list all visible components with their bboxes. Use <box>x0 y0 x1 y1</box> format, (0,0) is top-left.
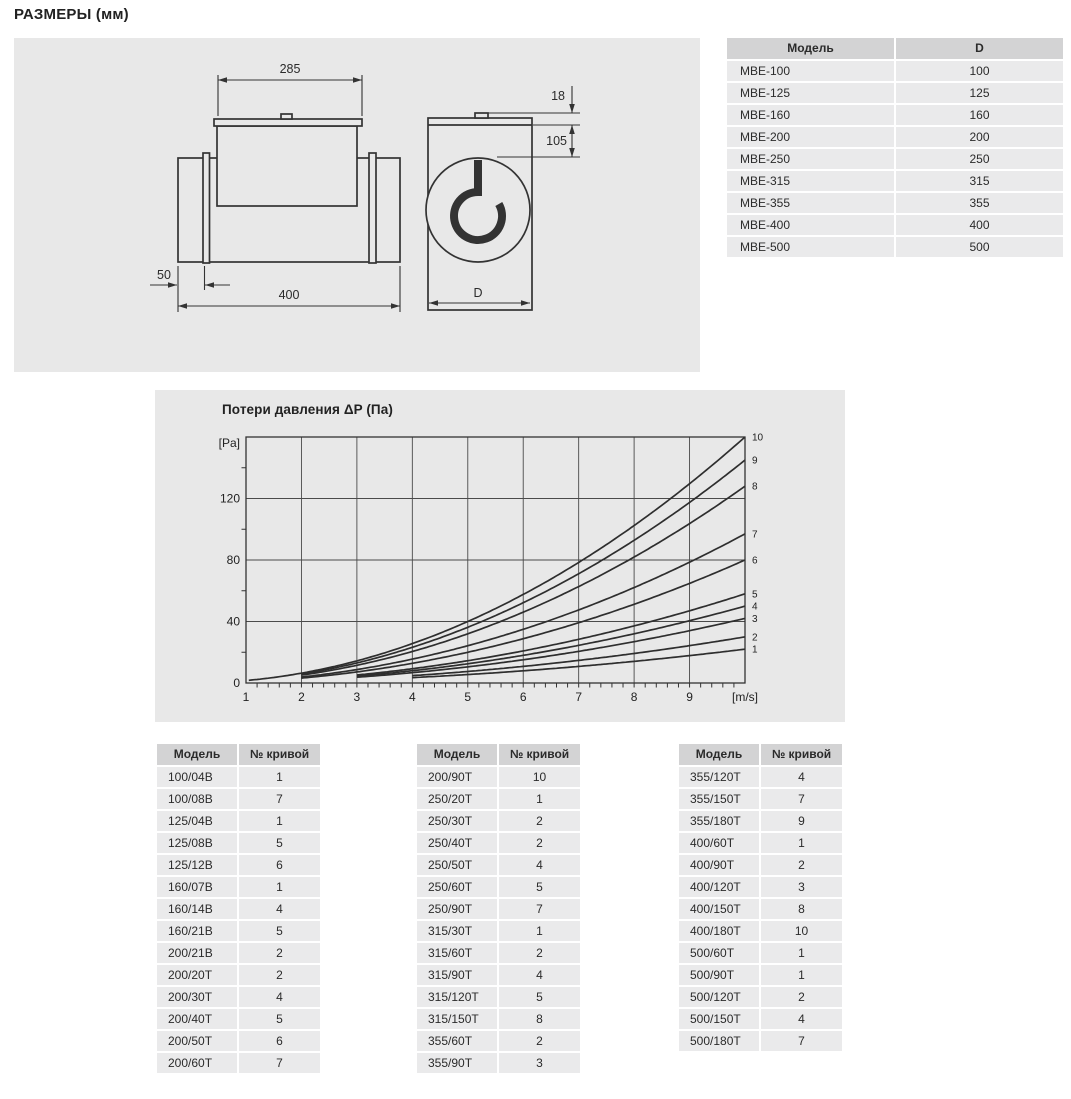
table-row <box>417 767 580 787</box>
curve-label-3: 3 <box>752 613 758 625</box>
table-row <box>679 767 842 787</box>
value-cell: 4 <box>499 855 580 875</box>
model-cell: 355/120Т <box>679 767 759 787</box>
table-row <box>157 789 320 809</box>
value-cell: 7 <box>761 1031 842 1051</box>
model-cell: 250/50Т <box>417 855 497 875</box>
value-cell: 4 <box>499 965 580 985</box>
table-row <box>679 833 842 853</box>
value-cell: 5 <box>239 1009 320 1029</box>
value-cell: 2 <box>499 833 580 853</box>
value-cell: 2 <box>239 943 320 963</box>
pressure-curve-10 <box>249 437 745 680</box>
terminal-box-lid <box>214 119 362 126</box>
model-cell: 500/150Т <box>679 1009 759 1029</box>
curve-label-5: 5 <box>752 589 758 601</box>
dim-box-width: 285 <box>279 62 301 76</box>
table-row <box>157 855 320 875</box>
table-header-row <box>157 744 320 765</box>
curve-table-3 <box>679 744 842 1053</box>
x-tick-label: 6 <box>519 690 527 704</box>
dim-inlet-offset: 50 <box>157 268 171 282</box>
table-row <box>727 193 1063 213</box>
model-cell: 160/14В <box>157 899 237 919</box>
value-cell: 2 <box>239 965 320 985</box>
table-row <box>727 149 1063 169</box>
model-diameter-table <box>727 38 1063 259</box>
model-cell: 400/60Т <box>679 833 759 853</box>
table-row <box>417 855 580 875</box>
table-row <box>727 237 1063 257</box>
x-tick-label: 2 <box>298 690 305 704</box>
value-cell: 160 <box>896 105 1063 125</box>
model-cell: 315/60Т <box>417 943 497 963</box>
value-cell: 7 <box>239 1053 320 1073</box>
model-cell: 315/150Т <box>417 1009 497 1029</box>
table-row <box>157 767 320 787</box>
header-cell: D <box>896 38 1063 59</box>
table-row <box>679 855 842 875</box>
y-axis-unit-label: [Pa] <box>218 436 240 450</box>
table-row <box>727 105 1063 125</box>
table-row <box>727 127 1063 147</box>
model-cell: 250/60Т <box>417 877 497 897</box>
model-cell: МВЕ-160 <box>727 105 894 125</box>
terminal-box-outline <box>217 126 357 206</box>
model-cell: 160/07В <box>157 877 237 897</box>
right-flange <box>369 153 376 263</box>
header-cell: Модель <box>679 744 759 765</box>
value-cell: 1 <box>239 877 320 897</box>
value-cell: 250 <box>896 149 1063 169</box>
model-cell: 355/150Т <box>679 789 759 809</box>
table-row <box>679 789 842 809</box>
table-row <box>727 171 1063 191</box>
x-tick-label: 7 <box>575 690 583 704</box>
model-cell: МВЕ-100 <box>727 61 894 81</box>
model-cell: 355/90Т <box>417 1053 497 1073</box>
x-tick-label: 9 <box>686 690 693 704</box>
dim-lid-height: 18 <box>551 89 565 103</box>
header-cell: Модель <box>727 38 894 59</box>
header-cell: Модель <box>417 744 497 765</box>
x-tick-label: 8 <box>630 690 638 704</box>
dim-diameter: D <box>473 286 483 300</box>
table-header-row <box>727 38 1063 59</box>
dim-box-height: 105 <box>546 134 567 148</box>
model-cell: 355/60Т <box>417 1031 497 1051</box>
value-cell: 1 <box>239 811 320 831</box>
curve-label-1: 1 <box>752 644 758 656</box>
model-cell: 500/90Т <box>679 965 759 985</box>
value-cell: 2 <box>499 1031 580 1051</box>
table-row <box>157 943 320 963</box>
model-cell: 315/90Т <box>417 965 497 985</box>
y-tick-label: 120 <box>219 491 240 506</box>
table-row <box>679 811 842 831</box>
header-cell: Модель <box>157 744 237 765</box>
curve-label-8: 8 <box>752 481 758 493</box>
value-cell: 1 <box>761 943 842 963</box>
model-cell: 500/60Т <box>679 943 759 963</box>
chart-curves <box>249 437 745 680</box>
pressure-chart-svg <box>155 390 845 722</box>
value-cell: 6 <box>239 1031 320 1051</box>
value-cell: 4 <box>761 1009 842 1029</box>
table-row <box>417 833 580 853</box>
model-cell: МВЕ-315 <box>727 171 894 191</box>
model-cell: МВЕ-250 <box>727 149 894 169</box>
page-title: РАЗМЕРЫ (мм) <box>14 6 129 23</box>
model-cell: 355/180Т <box>679 811 759 831</box>
model-cell: 315/30Т <box>417 921 497 941</box>
pressure-curve-4 <box>357 606 745 676</box>
model-cell: МВЕ-500 <box>727 237 894 257</box>
table-row <box>417 943 580 963</box>
value-cell: 2 <box>499 811 580 831</box>
value-cell: 100 <box>896 61 1063 81</box>
value-cell: 5 <box>499 987 580 1007</box>
table-row <box>417 987 580 1007</box>
value-cell: 2 <box>499 943 580 963</box>
value-cell: 8 <box>499 1009 580 1029</box>
x-tick-label: 1 <box>242 690 250 704</box>
model-cell: 250/90Т <box>417 899 497 919</box>
table-row <box>679 1009 842 1029</box>
model-cell: МВЕ-355 <box>727 193 894 213</box>
value-cell: 400 <box>896 215 1063 235</box>
model-cell: 125/04В <box>157 811 237 831</box>
table-row <box>679 943 842 963</box>
table-row <box>679 987 842 1007</box>
model-cell: 200/40Т <box>157 1009 237 1029</box>
table-row <box>157 1009 320 1029</box>
model-cell: МВЕ-200 <box>727 127 894 147</box>
value-cell: 1 <box>499 921 580 941</box>
value-cell: 2 <box>761 855 842 875</box>
model-cell: МВЕ-125 <box>727 83 894 103</box>
model-cell: 200/50Т <box>157 1031 237 1051</box>
table-row <box>679 899 842 919</box>
lid-nub <box>281 114 292 119</box>
model-cell: 250/40Т <box>417 833 497 853</box>
value-cell: 9 <box>761 811 842 831</box>
model-cell: 400/90Т <box>679 855 759 875</box>
table-row <box>679 965 842 985</box>
table-row <box>157 877 320 897</box>
table-row <box>417 811 580 831</box>
header-cell: № кривой <box>239 744 320 765</box>
table-header-row <box>417 744 580 765</box>
curve-label-9: 9 <box>752 455 758 467</box>
x-tick-label: 3 <box>353 690 361 704</box>
model-cell: 250/30Т <box>417 811 497 831</box>
value-cell: 5 <box>499 877 580 897</box>
model-cell: 125/08В <box>157 833 237 853</box>
table-row <box>727 61 1063 81</box>
value-cell: 125 <box>896 83 1063 103</box>
curve-label-7: 7 <box>752 529 758 541</box>
table-row <box>157 965 320 985</box>
model-cell: 160/21В <box>157 921 237 941</box>
x-axis-unit-label: [m/s] <box>732 690 758 704</box>
dimensions-drawing-panel <box>14 38 700 372</box>
y-tick-label: 80 <box>226 553 240 567</box>
table-row <box>727 215 1063 235</box>
y-tick-label: 40 <box>226 614 240 629</box>
model-cell: 400/150Т <box>679 899 759 919</box>
value-cell: 6 <box>239 855 320 875</box>
table-row <box>727 83 1063 103</box>
value-cell: 7 <box>761 789 842 809</box>
value-cell: 3 <box>499 1053 580 1073</box>
value-cell: 315 <box>896 171 1063 191</box>
value-cell: 5 <box>239 833 320 853</box>
x-tick-label: 5 <box>464 690 472 704</box>
y-tick-label: 0 <box>233 676 240 690</box>
curve-label-4: 4 <box>752 601 758 613</box>
value-cell: 4 <box>239 899 320 919</box>
curve-label-10: 10 <box>752 432 764 444</box>
table-row <box>417 877 580 897</box>
front-lid-nub <box>475 113 488 118</box>
model-cell: 250/20Т <box>417 789 497 809</box>
curve-table-2 <box>417 744 580 1075</box>
model-cell: 200/21В <box>157 943 237 963</box>
curve-number-labels <box>752 433 764 656</box>
value-cell: 7 <box>239 789 320 809</box>
dim-body-length: 400 <box>278 288 300 302</box>
table-row <box>157 899 320 919</box>
value-cell: 4 <box>761 767 842 787</box>
table-row <box>417 1031 580 1051</box>
chart-ticks <box>242 468 734 688</box>
table-row <box>157 1053 320 1073</box>
model-cell: 200/60Т <box>157 1053 237 1073</box>
model-cell: 500/120Т <box>679 987 759 1007</box>
chart-title: Потери давления ΔP (Па) <box>222 402 393 417</box>
table-row <box>157 921 320 941</box>
model-cell: 315/120Т <box>417 987 497 1007</box>
value-cell: 2 <box>761 987 842 1007</box>
left-flange <box>203 153 210 263</box>
model-cell: 100/08В <box>157 789 237 809</box>
model-cell: 400/180Т <box>679 921 759 941</box>
model-cell: 100/04В <box>157 767 237 787</box>
table-row <box>417 921 580 941</box>
header-cell: № кривой <box>499 744 580 765</box>
value-cell: 7 <box>499 899 580 919</box>
table-row <box>417 1009 580 1029</box>
table-row <box>417 965 580 985</box>
model-cell: 200/20Т <box>157 965 237 985</box>
value-cell: 5 <box>239 921 320 941</box>
curve-label-2: 2 <box>752 632 758 644</box>
curve-table-1 <box>157 744 320 1075</box>
value-cell: 200 <box>896 127 1063 147</box>
table-row <box>157 1031 320 1051</box>
table-header-row <box>679 744 842 765</box>
value-cell: 3 <box>761 877 842 897</box>
model-cell: 500/180Т <box>679 1031 759 1051</box>
value-cell: 10 <box>499 767 580 787</box>
value-cell: 355 <box>896 193 1063 213</box>
model-cell: 200/30Т <box>157 987 237 1007</box>
value-cell: 500 <box>896 237 1063 257</box>
model-cell: 125/12В <box>157 855 237 875</box>
x-tick-label: 4 <box>408 690 416 704</box>
table-row <box>679 921 842 941</box>
pressure-loss-chart-panel <box>155 390 845 722</box>
header-cell: № кривой <box>761 744 842 765</box>
table-row <box>417 899 580 919</box>
table-row <box>679 1031 842 1051</box>
dimension-drawing-svg <box>14 38 700 372</box>
value-cell: 8 <box>761 899 842 919</box>
value-cell: 1 <box>239 767 320 787</box>
model-cell: 400/120Т <box>679 877 759 897</box>
value-cell: 10 <box>761 921 842 941</box>
model-cell: 200/90Т <box>417 767 497 787</box>
model-cell: МВЕ-400 <box>727 215 894 235</box>
table-row <box>417 789 580 809</box>
value-cell: 1 <box>499 789 580 809</box>
value-cell: 4 <box>239 987 320 1007</box>
value-cell: 1 <box>761 833 842 853</box>
curve-label-6: 6 <box>752 555 758 567</box>
table-row <box>157 811 320 831</box>
table-row <box>417 1053 580 1073</box>
table-row <box>679 877 842 897</box>
table-row <box>157 833 320 853</box>
value-cell: 1 <box>761 965 842 985</box>
table-row <box>157 987 320 1007</box>
